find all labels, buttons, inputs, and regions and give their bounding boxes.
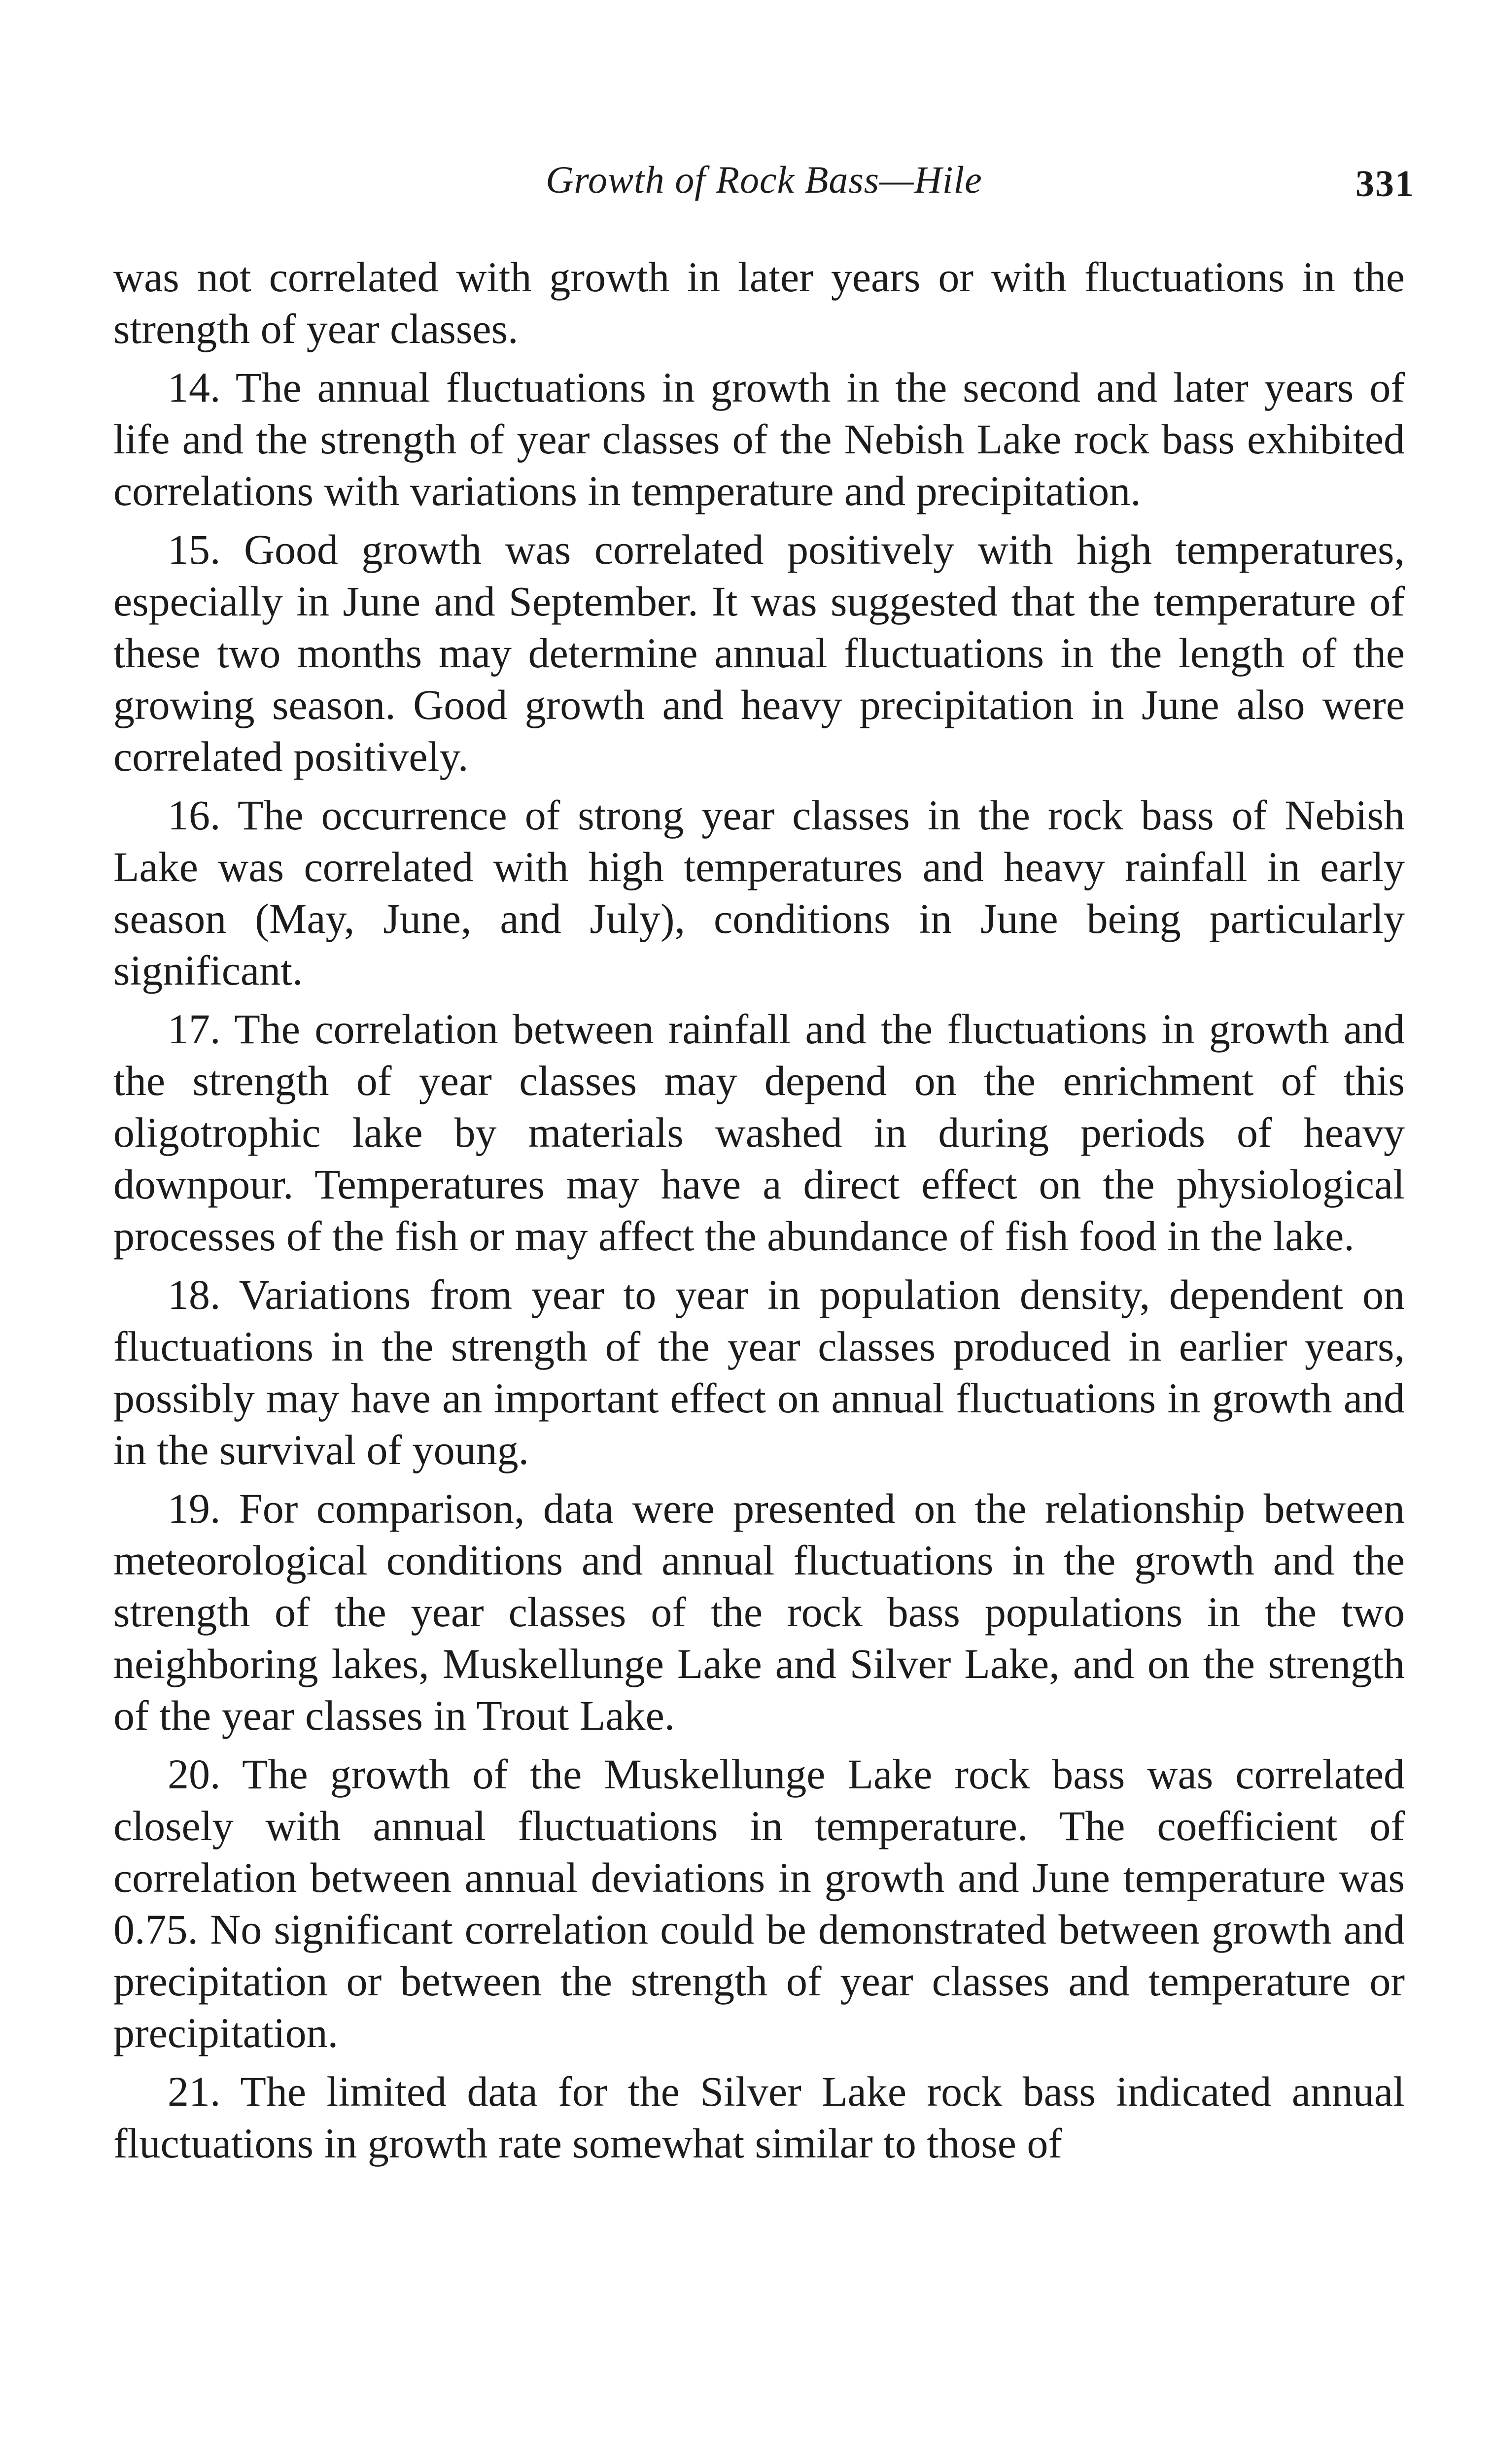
paragraph-19: 19. For comparison, data were presented on the relationship between meteorological conditions and annual fluctuations in the growth and the strength of the year classes of the rock bass populations in the two neighboring lakes, Muskellunge Lake and Silver Lake, and on the strength of the year classes in Trout Lake. bbox=[113, 1485, 1405, 1739]
body-text bbox=[113, 251, 1405, 2176]
paragraph-14: 14. The annual fluctuations in growth in the second and later years of life and the strength of year classes of the Nebish Lake rock bass exhibited correlations with variations in temperature and precipitation. bbox=[113, 364, 1405, 514]
running-head bbox=[113, 148, 1415, 217]
paragraph-21: 21. The limited data for the Silver Lake rock bass indicated annual fluctuations in growth rate somewhat similar to those of bbox=[113, 2068, 1405, 2167]
paragraph-18: 18. Variations from year to year in population density, dependent on fluctuations in the strength of the year classes produced in earlier years, possibly may have an important effect on annual fluctuations in growth and in the survival of young. bbox=[113, 1271, 1405, 1473]
page-title: Growth of Rock Bass—Hile bbox=[546, 158, 982, 201]
paragraph-17: 17. The correlation between rainfall and the fluctuations in growth and the strength of year classes may depend on the enrichment of this oligotrophic lake by materials washed in during periods of heavy downpour. Temperatures may have a direct effect on the physiological processes of the fish or may affect the abundance of fish food in the lake. bbox=[113, 1005, 1405, 1260]
page-number: 331 bbox=[1355, 163, 1415, 205]
paragraph-15: 15. Good growth was correlated positively with high temperatures, especially in June and September. It was suggested that the temperature of these two months may determine annual fluctuations in the length of the growing season. Good growth and heavy precipitation in June also were correlated positively. bbox=[113, 526, 1405, 780]
paragraph-16: 16. The occurrence of strong year classes in the rock bass of Nebish Lake was correlated with high temperatures and heavy rainfall in early season (May, June, and July), conditions in June being particularly significant. bbox=[113, 791, 1405, 994]
paragraph-continued: was not correlated with growth in later years or with fluctuations in the strength of year classes. bbox=[113, 253, 1405, 352]
paragraph-20: 20. The growth of the Muskellunge Lake rock bass was correlated closely with annual fluctuations in temperature. The coefficient of correlation between annual deviations in growth and June temperature was 0.75. No significant correlation could be demonstrated between growth and precipitation or between the strength of year classes and temperature or precipitation. bbox=[113, 1750, 1405, 2056]
